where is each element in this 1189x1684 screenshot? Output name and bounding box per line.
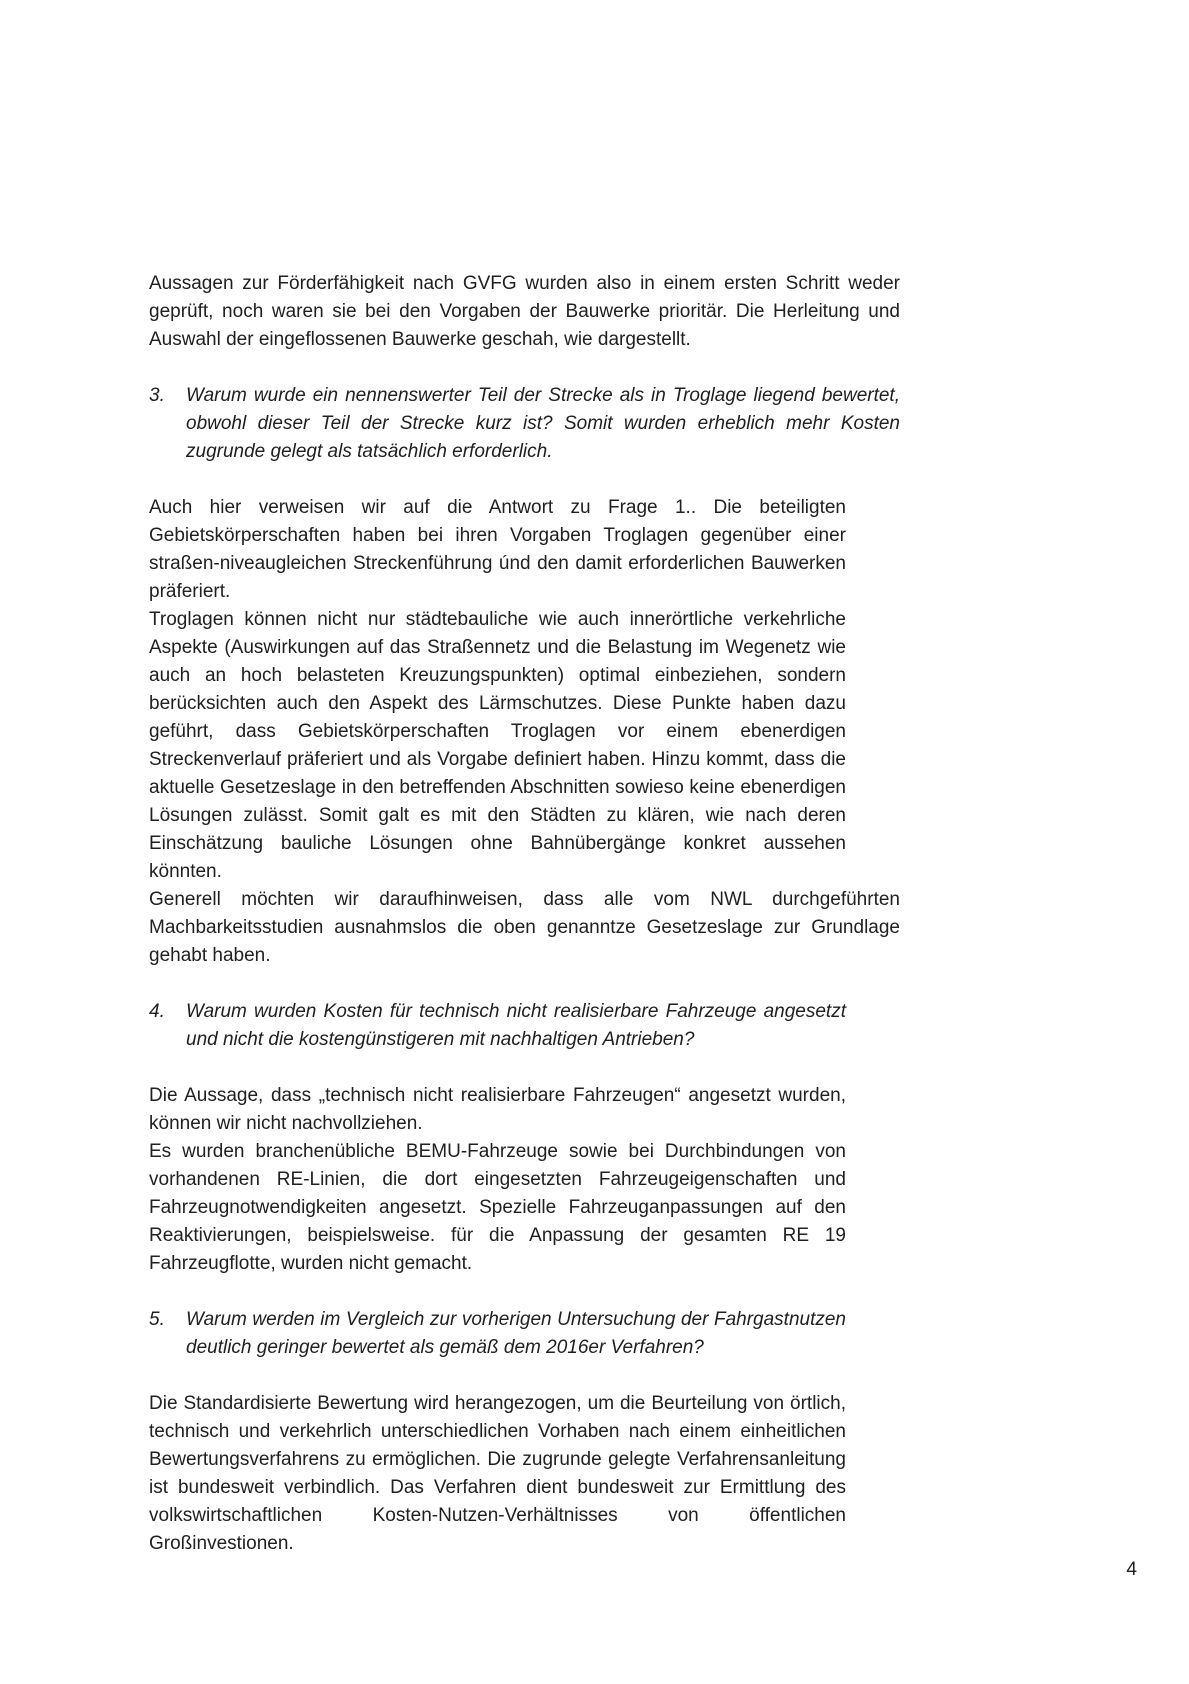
- page-body: [149, 270, 900, 1558]
- question-item-3: [149, 382, 900, 466]
- question-number: 5.: [149, 1309, 165, 1330]
- answer-paragraph: Die Aussage, dass „technisch nicht realisierbare Fahrzeugen“ angesetzt wurden, können wir nicht nachvollziehen.: [149, 1085, 846, 1134]
- question-text: Warum wurde ein nennenswerter Teil der Strecke als in Troglage liegend bewertet, obwohl dieser Teil der Strecke kurz ist? Somit wurden erheblich mehr Kosten zugrunde gelegt als tatsächlich erforderlich.: [186, 385, 900, 462]
- page-number: 4: [1126, 1559, 1137, 1580]
- answer-paragraph: Troglagen können nicht nur städtebauliche wie auch innerörtliche verkehrliche Aspekte (Auswirkungen auf das Straßennetz und die Belastung im Wegenetz wie auch an hoch belasteten Kreuzungspunkten) optimal einbeziehen, sondern berücksichten auch den Aspekt des Lärmschutzes. Diese Punkte haben dazu geführt, dass Gebietskörperschaften Troglagen vor einem ebenerdigen Streckenverlauf präferiert und als Vorgabe definiert haben. Hinzu kommt, dass die aktuelle Gesetzeslage in den betreffenden Abschnitten sowieso keine ebenerdigen Lösungen zulässt. Somit galt es mit den Städten zu klären, wie nach deren Einschätzung bauliche Lösungen ohne Bahnübergänge konkret aussehen könnten.: [149, 609, 846, 882]
- answer-paragraph: Aussagen zur Förderfähigkeit nach GVFG wurden also in einem ersten Schritt weder geprüft, noch waren sie bei den Vorgaben der Bauwerke prioritär. Die Herleitung und Auswahl der eingeflossenen Bauwerke geschah, wie dargestellt.: [149, 273, 900, 350]
- question-text: Warum wurden Kosten für technisch nicht realisierbare Fahrzeuge angesetzt und nicht die kostengünstigeren mit nachhaltigen Antrieben?: [186, 1001, 846, 1050]
- question-text: Warum werden im Vergleich zur vorherigen Untersuchung der Fahrgastnutzen deutlich geringer bewertet als gemäß dem 2016er Verfahren?: [186, 1309, 846, 1358]
- question-item-5: [149, 1306, 846, 1362]
- question-number: 3.: [149, 385, 165, 406]
- question-item-4: [149, 998, 846, 1054]
- answer-paragraph: Generell möchten wir daraufhinweisen, dass alle vom NWL durchgeführten Machbarkeitsstudien ausnahmslos die oben genanntze Gesetzeslage zur Grundlage gehabt haben.: [149, 889, 900, 966]
- question-number: 4.: [149, 1001, 165, 1022]
- answer-paragraph: Auch hier verweisen wir auf die Antwort zu Frage 1.. Die beteiligten Gebietskörperschaften haben bei ihren Vorgaben Troglagen gegenüber einer straßen-niveaugleichen Streckenführung únd den damit erforderlichen Bauwerken präferiert.: [149, 497, 846, 602]
- answer-paragraph: Es wurden branchenübliche BEMU-Fahrzeuge sowie bei Durchbindungen von vorhandenen RE-Linien, die dort eingesetzten Fahrzeugeigenschaften und Fahrzeugnotwendigkeiten angesetzt. Spezielle Fahrzeuganpassungen auf den Reaktivierungen, beispielsweise. für die Anpassung der gesamten RE 19 Fahrzeugflotte, wurden nicht gemacht.: [149, 1141, 846, 1274]
- answer-paragraph: Die Standardisierte Bewertung wird herangezogen, um die Beurteilung von örtlich, technisch und verkehrlich unterschiedlichen Vorhaben nach einem einheitlichen Bewertungsverfahrens zu ermöglichen. Die zugrunde gelegte Verfahrensanleitung ist bundesweit verbindlich. Das Verfahren dient bundesweit zur Ermittlung des volkswirtschaftlichen Kosten-Nutzen-Verhältnisses von öffentlichen Großinvestionen.: [149, 1393, 846, 1554]
